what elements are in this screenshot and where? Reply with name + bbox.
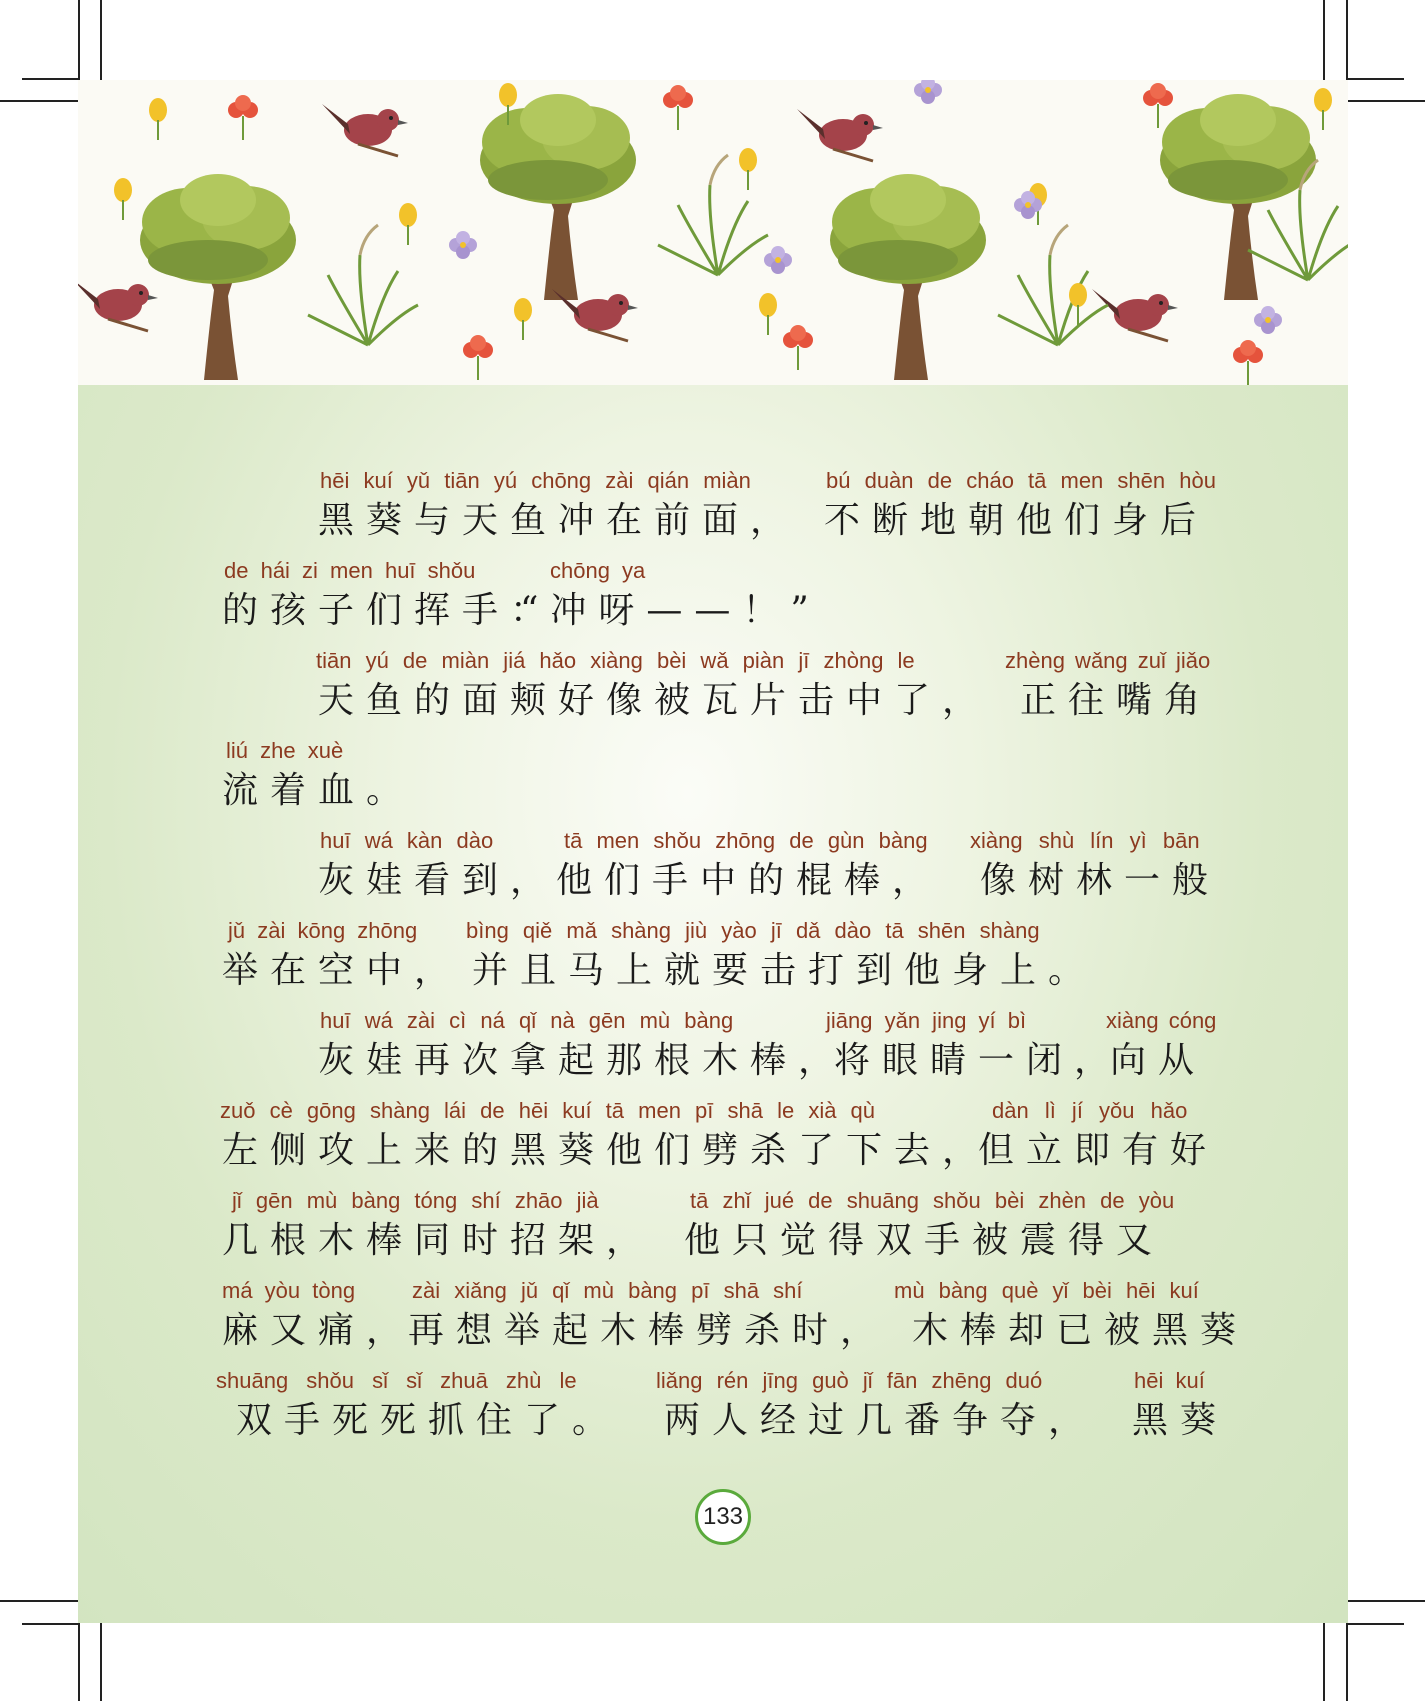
crop-mark xyxy=(1346,1623,1404,1625)
pinyin-text: chōng ya xyxy=(550,558,646,583)
hanzi-text: 双手死死抓住了。 xyxy=(236,1400,621,1441)
pinyin-text: tiān yú de miàn jiá hǎo xiàng bèi wǎ piàn jī zhòng le xyxy=(316,648,915,673)
pinyin-text: tā zhǐ jué de shuāng shǒu bèi zhèn de yòu xyxy=(690,1188,1175,1213)
red-flower-icon xyxy=(1143,83,1173,128)
hanzi-row xyxy=(0,762,1425,811)
hanzi-text: 木棒却已被黑葵 xyxy=(912,1310,1249,1351)
pinyin-text: hēi kuí xyxy=(1134,1368,1205,1393)
hanzi-text: 两人经过几番争夺， xyxy=(664,1400,1097,1441)
red-flower-icon xyxy=(463,335,493,380)
hanzi-text: “冲呀——！” xyxy=(520,590,821,631)
red-flower-icon xyxy=(783,325,813,370)
pinyin-text: zuǒ cè gōng shàng lái de hēi kuí tā men pī shā le xià qù xyxy=(220,1098,876,1123)
grass-icon xyxy=(998,225,1108,345)
yellow-flower-icon xyxy=(1314,88,1332,130)
pinyin-text: mù bàng què yǐ bèi hēi kuí xyxy=(894,1278,1199,1303)
hanzi-text: 的孩子们挥手： xyxy=(222,590,559,631)
hanzi-text: 不断地朝他们身后 xyxy=(824,500,1209,541)
pinyin-text: de hái zi men huī shǒu xyxy=(224,558,476,583)
pinyin-text: jǔ zài kōng zhōng xyxy=(228,918,418,943)
hanzi-text: 举在空中， xyxy=(222,950,463,991)
pinyin-text: jiāng yǎn jing yí bì xyxy=(826,1008,1027,1033)
hanzi-row xyxy=(0,942,1425,991)
hanzi-text: 黑葵 xyxy=(1132,1400,1229,1441)
hanzi-text: 流着血。 xyxy=(222,770,415,811)
grass-icon xyxy=(658,155,768,275)
pinyin-text: bìng qiě mǎ shàng jiù yào jī dǎ dào tā shēn shàng xyxy=(466,918,1040,943)
hanzi-text: 灰娃看到， xyxy=(318,860,559,901)
pinyin-text: xiàng cóng xyxy=(1106,1008,1217,1033)
tree-icon xyxy=(480,94,636,300)
grass-icon xyxy=(308,225,418,345)
pinyin-text: hēi kuí yǔ tiān yú chōng zài qián miàn xyxy=(320,468,751,493)
hanzi-text: 但立即有好 xyxy=(978,1130,1219,1171)
bird-icon xyxy=(78,279,158,331)
hanzi-text: 正往嘴角 xyxy=(1020,680,1213,721)
pinyin-text: má yòu tòng xyxy=(222,1278,356,1303)
hanzi-text: 再想举起木棒劈杀时， xyxy=(408,1310,889,1351)
purple-flower-icon xyxy=(914,80,942,104)
hanzi-text: 向从 xyxy=(1110,1040,1207,1081)
hanzi-text: 像树林一般 xyxy=(980,860,1221,901)
pinyin-text: bú duàn de cháo tā men shēn hòu xyxy=(826,468,1216,493)
tree-icon xyxy=(140,174,296,380)
hanzi-text: 左侧攻上来的黑葵他们劈杀了下去， xyxy=(222,1130,991,1171)
bird-icon xyxy=(322,104,408,156)
crop-mark xyxy=(1346,1623,1348,1701)
hanzi-row xyxy=(0,582,1425,631)
hanzi-text: 黑葵与天鱼冲在前面， xyxy=(318,500,799,541)
hanzi-row xyxy=(0,1302,1425,1351)
hanzi-row xyxy=(0,672,1425,721)
yellow-flower-icon xyxy=(114,178,132,220)
yellow-flower-icon xyxy=(759,293,777,335)
purple-flower-icon xyxy=(449,231,477,259)
hanzi-row xyxy=(0,1032,1425,1081)
pinyin-text: tā men shǒu zhōng de gùn bàng xyxy=(564,828,928,853)
hanzi-text: 将眼睛一闭， xyxy=(834,1040,1123,1081)
red-flower-icon xyxy=(663,85,693,130)
hanzi-row xyxy=(0,1212,1425,1261)
hanzi-text: 几根木棒同时招架， xyxy=(222,1220,655,1261)
pinyin-text: liǎng rén jīng guò jǐ fān zhēng duó xyxy=(656,1368,1043,1393)
hanzi-text: 麻又痛， xyxy=(222,1310,415,1351)
pinyin-text: xiàng shù lín yì bān xyxy=(970,828,1200,853)
tree-icon xyxy=(830,174,986,380)
red-flower-icon xyxy=(1233,340,1263,385)
yellow-flower-icon xyxy=(514,298,532,340)
crop-mark xyxy=(78,0,80,78)
purple-flower-icon xyxy=(1254,306,1282,334)
pinyin-text: shuāng shǒu sǐ sǐ zhuā zhù le xyxy=(216,1368,577,1393)
hanzi-text: 他们手中的棍棒， xyxy=(556,860,941,901)
page-number: 133 xyxy=(695,1489,751,1545)
crop-mark xyxy=(1346,78,1404,80)
crop-mark xyxy=(78,1623,80,1701)
yellow-flower-icon xyxy=(739,148,757,190)
hanzi-row xyxy=(0,1392,1425,1441)
hanzi-text: 天鱼的面颊好像被瓦片击中了， xyxy=(318,680,991,721)
pinyin-text: jǐ gēn mù bàng tóng shí zhāo jià xyxy=(232,1188,599,1213)
red-flower-icon xyxy=(228,95,258,140)
hanzi-text: 灰娃再次拿起那根木棒， xyxy=(318,1040,847,1081)
tree-icon xyxy=(1160,94,1316,300)
hanzi-text: 他只觉得双手被震得又 xyxy=(684,1220,1165,1261)
crop-mark xyxy=(1346,0,1348,78)
yellow-flower-icon xyxy=(399,203,417,245)
purple-flower-icon xyxy=(764,246,792,274)
pinyin-text: huī wá zài cì ná qǐ nà gēn mù bàng xyxy=(320,1008,734,1033)
crop-mark xyxy=(22,78,80,80)
hanzi-row xyxy=(0,1122,1425,1171)
pinyin-text: liú zhe xuè xyxy=(226,738,344,763)
crop-mark xyxy=(22,1623,80,1625)
bird-icon xyxy=(1092,289,1178,341)
pinyin-text: dàn lì jí yǒu hǎo xyxy=(992,1098,1188,1123)
hanzi-text: 并且马上就要击打到他身上。 xyxy=(472,950,1097,991)
hanzi-row xyxy=(0,492,1425,541)
illustration-banner xyxy=(78,80,1348,385)
pinyin-text: zài xiǎng jǔ qǐ mù bàng pī shā shí xyxy=(412,1278,803,1303)
pinyin-text: huī wá kàn dào xyxy=(320,828,494,853)
bird-icon xyxy=(797,109,883,161)
hanzi-row xyxy=(0,852,1425,901)
yellow-flower-icon xyxy=(149,98,167,140)
pinyin-text: zhèng wǎng zuǐ jiǎo xyxy=(1005,648,1211,673)
